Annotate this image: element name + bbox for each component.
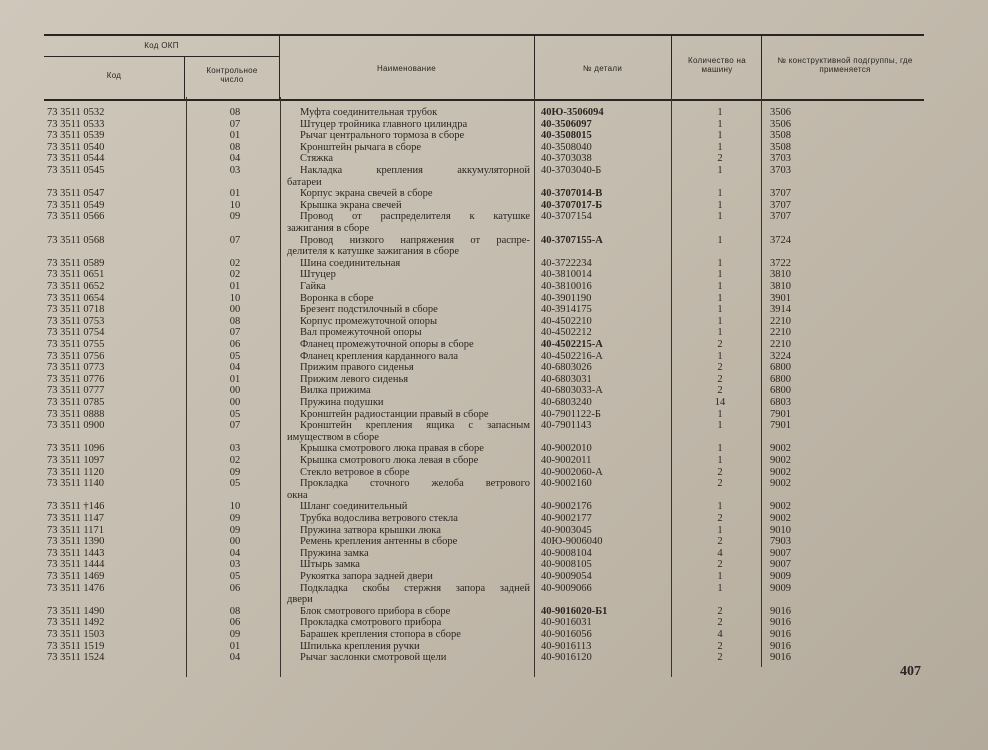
part-name: Барашек крепления стопора в сборе	[300, 629, 461, 640]
quantity-per-vehicle: 4	[717, 547, 723, 559]
control-number: 08	[229, 605, 241, 617]
header-divider	[761, 36, 762, 99]
control-number: 06	[229, 582, 241, 594]
part-name: Фланец крепления карданного вала	[300, 350, 459, 362]
part-code: 73 3511 1096	[47, 443, 105, 455]
subgroup-number: 3703	[770, 153, 791, 165]
control-number: 00	[229, 397, 241, 408]
subgroup-number: 9002	[770, 443, 791, 455]
part-code: 73 3511 0549	[47, 199, 105, 211]
part-code: 73 3511 0568	[47, 234, 105, 246]
subgroup-number: 6800	[770, 362, 791, 374]
quantity-per-vehicle: 1	[717, 524, 723, 536]
part-name: Пружина затвора крышки люка	[300, 524, 441, 536]
part-name: Шпилька крепления ручки	[300, 640, 420, 652]
control-number: 07	[229, 327, 241, 339]
part-detail-number: 40-3707017-Б	[541, 199, 603, 211]
quantity-per-vehicle: 1	[717, 501, 723, 513]
part-detail-number: 40-3914175	[541, 304, 592, 316]
part-name: Прокладка сточного желоба ветрового	[300, 478, 530, 490]
part-code: 73 3511 0654	[47, 292, 105, 304]
part-code: 73 3511 1147	[47, 513, 104, 524]
quantity-per-vehicle: 2	[717, 617, 723, 629]
part-code: 73 3511 0651	[47, 269, 105, 281]
part-detail-number: 40Ю-9006040	[541, 536, 603, 548]
part-detail-number: 40-7901122-Б	[541, 408, 601, 420]
quantity-per-vehicle: 2	[717, 466, 723, 478]
part-code: 73 3511 0756	[47, 350, 105, 362]
part-detail-number: 40-9002011	[541, 455, 592, 466]
subgroup-number: 2210	[770, 327, 791, 339]
part-name: Крышка смотрового люка правая в сборе	[300, 443, 484, 455]
header-qty: Количество на машину	[688, 56, 746, 74]
quantity-per-vehicle: 1	[717, 327, 723, 339]
part-detail-number: 40-3508015	[541, 130, 592, 142]
part-detail-number: 40-6803033-А	[541, 385, 603, 397]
part-detail-number: 40-9016020-Б1	[541, 605, 608, 617]
control-number: 10	[229, 199, 241, 211]
part-detail-number: 40-9003045	[541, 524, 592, 536]
part-detail-number: 40-9002176	[541, 501, 592, 513]
part-detail-number: 40-4502212	[541, 327, 592, 339]
control-number: 09	[229, 513, 241, 524]
part-name-continued: двери	[287, 594, 313, 606]
part-code: 73 3511 1469	[47, 571, 105, 582]
part-code: 73 3511 0544	[47, 153, 105, 165]
part-name: Рычаг заслонки смотровой щели	[300, 652, 447, 664]
part-code: 73 3511 0776	[47, 373, 105, 385]
part-detail-number: 40Ю-3506094	[541, 107, 604, 118]
table-header	[44, 34, 924, 101]
part-name: Шланг соединительный	[300, 501, 408, 513]
part-detail-number: 40-9009066	[541, 582, 592, 594]
part-name: Фланец промежуточной опоры в сборе	[300, 339, 474, 350]
part-name: Корпус экрана свечей в сборе	[300, 188, 433, 200]
control-number: 10	[229, 501, 241, 513]
part-code: 73 3511 1390	[47, 536, 105, 548]
quantity-per-vehicle: 1	[717, 455, 723, 466]
header-okp: Код ОКП	[144, 41, 179, 50]
part-code: 73 3511 0533	[47, 118, 105, 130]
control-number: 04	[229, 547, 241, 559]
control-number: 09	[229, 629, 241, 640]
subgroup-number: 7901	[770, 408, 791, 420]
part-code: 73 3511 1443	[47, 547, 105, 559]
part-name: Муфта соединительная трубок	[300, 107, 438, 118]
subgroup-number: 3810	[770, 281, 791, 292]
part-code: 73 3511 0532	[47, 107, 105, 118]
control-number: 09	[229, 466, 241, 478]
subgroup-number: 2210	[770, 315, 791, 327]
part-name: Воронка в сборе	[300, 292, 374, 304]
column-divider	[186, 97, 187, 677]
quantity-per-vehicle: 1	[717, 408, 723, 420]
part-detail-number: 40-3703038	[541, 153, 592, 165]
quantity-per-vehicle: 1	[717, 234, 723, 246]
quantity-per-vehicle: 2	[717, 373, 723, 385]
subgroup-number: 6800	[770, 373, 791, 385]
part-detail-number: 40-3707154	[541, 211, 592, 223]
part-detail-number: 40-3810014	[541, 269, 592, 281]
subgroup-number: 9016	[770, 617, 791, 629]
part-code: 73 3511 0652	[47, 281, 105, 292]
part-name: Штырь замка	[300, 559, 360, 571]
control-number: 01	[229, 188, 241, 200]
subgroup-number: 3810	[770, 269, 791, 281]
subgroup-number: 6800	[770, 385, 791, 397]
header-subdivider	[44, 56, 279, 57]
part-code: 73 3511 0589	[47, 257, 105, 269]
part-code: 73 3511 0777	[47, 385, 105, 397]
part-name: Стекло ветровое в сборе	[300, 466, 410, 478]
control-number: 01	[229, 373, 241, 385]
page-number: 407	[900, 664, 921, 679]
column-divider	[534, 97, 535, 677]
part-name: Штуцер тройника главного цилиндра	[300, 118, 468, 130]
control-number: 05	[229, 478, 241, 490]
part-detail-number: 40-3508040	[541, 141, 592, 153]
control-number: 01	[229, 281, 241, 292]
part-name-continued: зажигания в сборе	[287, 222, 370, 234]
header-name: Наименование	[376, 64, 437, 73]
quantity-per-vehicle: 1	[717, 350, 723, 362]
quantity-per-vehicle: 2	[717, 478, 723, 490]
subgroup-number: 3506	[770, 118, 791, 130]
quantity-per-vehicle: 1	[717, 269, 723, 281]
part-name: Прокладка смотрового прибора	[300, 617, 442, 629]
part-detail-number: 40-7901143	[541, 420, 592, 432]
subgroup-number: 9007	[770, 547, 791, 559]
control-number: 07	[229, 118, 241, 130]
part-name: Кронштейн рычага в сборе	[300, 141, 422, 153]
quantity-per-vehicle: 2	[717, 605, 723, 617]
subgroup-number: 3914	[770, 304, 791, 316]
control-number: 10	[229, 292, 241, 304]
control-number: 03	[229, 443, 241, 455]
subgroup-number: 9009	[770, 571, 791, 582]
subgroup-number: 9002	[770, 466, 791, 478]
part-detail-number: 40-6803031	[541, 373, 592, 385]
part-code: 73 3511 0547	[47, 188, 105, 200]
subgroup-number: 9002	[770, 478, 791, 490]
part-code: 73 3511 †146	[47, 501, 105, 513]
quantity-per-vehicle: 1	[717, 281, 723, 292]
control-number: 05	[229, 571, 241, 582]
quantity-per-vehicle: 2	[717, 536, 723, 548]
control-number: 00	[229, 536, 241, 548]
part-name: Провод от распределителя к катушке	[300, 211, 530, 223]
subgroup-number: 3707	[770, 188, 791, 200]
control-number: 05	[229, 408, 241, 420]
part-code: 73 3511 1492	[47, 617, 105, 629]
part-detail-number: 40-3506097	[541, 118, 592, 130]
subgroup-number: 9016	[770, 629, 791, 640]
quantity-per-vehicle: 1	[717, 571, 723, 582]
quantity-per-vehicle: 1	[717, 582, 723, 594]
part-detail-number: 40-3810016	[541, 281, 592, 292]
header-group: № конструктивной подгруппы, где применяется	[777, 56, 913, 74]
control-number: 03	[229, 559, 241, 571]
part-detail-number: 40-9016120	[541, 652, 592, 664]
part-detail-number: 40-9016031	[541, 617, 592, 629]
subgroup-number: 3707	[770, 199, 791, 211]
part-code: 73 3511 1476	[47, 582, 105, 594]
part-code: 73 3511 1503	[47, 629, 105, 640]
control-number: 04	[229, 153, 241, 165]
subgroup-number: 3722	[770, 257, 791, 269]
quantity-per-vehicle: 2	[717, 339, 723, 350]
part-name: Крышка смотрового люка левая в сборе	[300, 455, 479, 466]
quantity-per-vehicle: 1	[717, 130, 723, 142]
part-detail-number: 40-9008104	[541, 547, 592, 559]
part-name: Вал промежуточной опоры	[300, 327, 422, 339]
subgroup-number: 3724	[770, 234, 791, 246]
part-detail-number: 40-9008105	[541, 559, 592, 571]
subgroup-number: 2210	[770, 339, 791, 350]
subgroup-number: 9010	[770, 524, 791, 536]
part-name: Блок смотрового прибора в сборе	[300, 605, 451, 617]
control-number: 03	[229, 165, 241, 176]
part-detail-number: 40-3707014-В	[541, 188, 603, 200]
control-number: 06	[229, 617, 241, 629]
part-name: Пружина замка	[300, 547, 369, 559]
part-detail-number: 40-9016056	[541, 629, 592, 640]
part-name: Рукоятка запора задней двери	[300, 571, 433, 582]
subgroup-number: 3901	[770, 292, 791, 304]
header-control: Контрольное число	[206, 66, 258, 84]
header-divider	[671, 36, 672, 99]
control-number: 05	[229, 350, 241, 362]
control-number: 06	[229, 339, 241, 350]
part-code: 73 3511 1171	[47, 524, 104, 536]
quantity-per-vehicle: 2	[717, 362, 723, 374]
control-number: 08	[229, 315, 241, 327]
quantity-per-vehicle: 1	[717, 211, 723, 223]
part-code: 73 3511 1444	[47, 559, 105, 571]
quantity-per-vehicle: 1	[717, 141, 723, 153]
part-code: 73 3511 0566	[47, 211, 105, 223]
quantity-per-vehicle: 2	[717, 559, 723, 571]
part-code: 73 3511 0540	[47, 141, 105, 153]
part-name: Кронштейн радиостанции правый в сборе	[300, 408, 489, 420]
part-name: Корпус промежуточной опоры	[300, 315, 438, 327]
part-detail-number: 40-3707155-А	[541, 234, 603, 246]
subgroup-number: 9016	[770, 652, 791, 664]
part-name-continued: батареи	[287, 176, 322, 188]
subgroup-number: 9009	[770, 582, 791, 594]
part-name-continued: окна	[287, 489, 308, 501]
control-number: 00	[229, 304, 241, 316]
part-detail-number: 40-6803026	[541, 362, 592, 374]
subgroup-number: 9016	[770, 640, 791, 652]
part-code: 73 3511 0755	[47, 339, 105, 350]
quantity-per-vehicle: 1	[717, 292, 723, 304]
quantity-per-vehicle: 1	[717, 165, 723, 176]
control-number: 07	[229, 234, 241, 246]
part-name: Ремень крепления антенны в сборе	[300, 536, 458, 548]
control-number: 09	[229, 524, 241, 536]
column-divider	[761, 97, 762, 667]
quantity-per-vehicle: 2	[717, 385, 723, 397]
quantity-per-vehicle: 4	[717, 629, 723, 640]
subgroup-number: 3508	[770, 141, 791, 153]
part-name: Накладка крепления аккумуляторной	[300, 165, 530, 176]
control-number: 08	[229, 107, 241, 118]
part-detail-number: 40-9016113	[541, 640, 592, 652]
part-detail-number: 40-9002010	[541, 443, 592, 455]
part-detail-number: 40-3901190	[541, 292, 592, 304]
part-code: 73 3511 1120	[47, 466, 104, 478]
subgroup-number: 9002	[770, 455, 791, 466]
control-number: 04	[229, 652, 241, 664]
part-name: Рычаг центрального тормоза в сборе	[300, 130, 465, 142]
subgroup-number: 3703	[770, 165, 791, 176]
part-name: Брезент подстилочный в сборе	[300, 304, 438, 316]
subgroup-number: 6803	[770, 397, 791, 408]
subgroup-number: 9007	[770, 559, 791, 571]
quantity-per-vehicle: 2	[717, 513, 723, 524]
part-name: Штуцер	[300, 269, 336, 281]
quantity-per-vehicle: 1	[717, 107, 723, 118]
subgroup-number: 3224	[770, 350, 791, 362]
part-detail-number: 40-3722234	[541, 257, 592, 269]
part-name: Трубка водослива ветрового стекла	[300, 513, 458, 524]
part-code: 73 3511 0753	[47, 315, 105, 327]
control-number: 01	[229, 640, 241, 652]
part-name-continued: имуществом в сборе	[287, 431, 379, 443]
part-code: 73 3511 1519	[47, 640, 105, 652]
control-number: 09	[229, 211, 241, 223]
part-name: Прижим левого сиденья	[300, 373, 409, 385]
part-code: 73 3511 0754	[47, 327, 105, 339]
subgroup-number: 3508	[770, 130, 791, 142]
quantity-per-vehicle: 1	[717, 257, 723, 269]
control-number: 02	[229, 269, 241, 281]
part-name: Гайка	[300, 281, 326, 292]
control-number: 04	[229, 362, 241, 374]
part-detail-number: 40-6803240	[541, 397, 592, 408]
subgroup-number: 9016	[770, 605, 791, 617]
part-detail-number: 40-9002177	[541, 513, 592, 524]
subgroup-number: 3506	[770, 107, 791, 118]
subgroup-number: 3707	[770, 211, 791, 223]
part-code: 73 3511 0785	[47, 397, 105, 408]
part-detail-number: 40-4502215-А	[541, 339, 603, 350]
part-name: Шина соединительная	[300, 257, 401, 269]
part-detail-number: 40-9009054	[541, 571, 592, 582]
quantity-per-vehicle: 1	[717, 420, 723, 432]
part-code: 73 3511 1490	[47, 605, 105, 617]
quantity-per-vehicle: 2	[717, 640, 723, 652]
part-detail-number: 40-9002060-А	[541, 466, 603, 478]
part-code: 73 3511 0773	[47, 362, 105, 374]
subgroup-number: 7901	[770, 420, 791, 432]
control-number: 02	[229, 455, 241, 466]
quantity-per-vehicle: 14	[714, 397, 726, 408]
header-detail: № детали	[582, 64, 623, 73]
part-name: Провод низкого напряжения от распре-	[300, 234, 530, 246]
part-code: 73 3511 0545	[47, 165, 105, 176]
control-number: 07	[229, 420, 241, 432]
subgroup-number: 9002	[770, 513, 791, 524]
part-detail-number: 40-9002160	[541, 478, 592, 490]
control-number: 02	[229, 257, 241, 269]
part-name: Крышка экрана свечей	[300, 199, 402, 211]
header-code: Код	[106, 71, 122, 80]
part-name: Прижим правого сиденья	[300, 362, 414, 374]
part-code: 73 3511 1097	[47, 455, 105, 466]
part-detail-number: 40-4502210	[541, 315, 592, 327]
quantity-per-vehicle: 2	[717, 153, 723, 165]
control-number: 08	[229, 141, 241, 153]
part-code: 73 3511 0539	[47, 130, 105, 142]
subgroup-number: 9002	[770, 501, 791, 513]
part-code: 73 3511 0718	[47, 304, 105, 316]
column-divider	[280, 97, 281, 677]
part-name: Вилка прижима	[300, 385, 371, 397]
column-divider	[671, 97, 672, 677]
quantity-per-vehicle: 1	[717, 304, 723, 316]
header-divider	[184, 56, 185, 99]
part-detail-number: 40-3703040-Б	[541, 165, 602, 176]
part-detail-number: 40-4502216-А	[541, 350, 603, 362]
part-code: 73 3511 0900	[47, 420, 105, 432]
quantity-per-vehicle: 1	[717, 188, 723, 200]
part-name: Пружина подушки	[300, 397, 384, 408]
part-name: Подкладка скобы стержня запора задней	[300, 582, 530, 594]
subgroup-number: 7903	[770, 536, 791, 548]
quantity-per-vehicle: 2	[717, 652, 723, 664]
part-code: 73 3511 0888	[47, 408, 105, 420]
part-name-continued: делителя к катушке зажигания в сборе	[287, 246, 459, 258]
part-code: 73 3511 1140	[47, 478, 104, 490]
part-name: Стяжка	[300, 153, 334, 165]
part-code: 73 3511 1524	[47, 652, 105, 664]
control-number: 00	[229, 385, 241, 397]
quantity-per-vehicle: 1	[717, 199, 723, 211]
quantity-per-vehicle: 1	[717, 315, 723, 327]
control-number: 01	[229, 130, 241, 142]
part-name: Кронштейн крепления ящика с запасным	[300, 420, 530, 432]
quantity-per-vehicle: 1	[717, 443, 723, 455]
quantity-per-vehicle: 1	[717, 118, 723, 130]
